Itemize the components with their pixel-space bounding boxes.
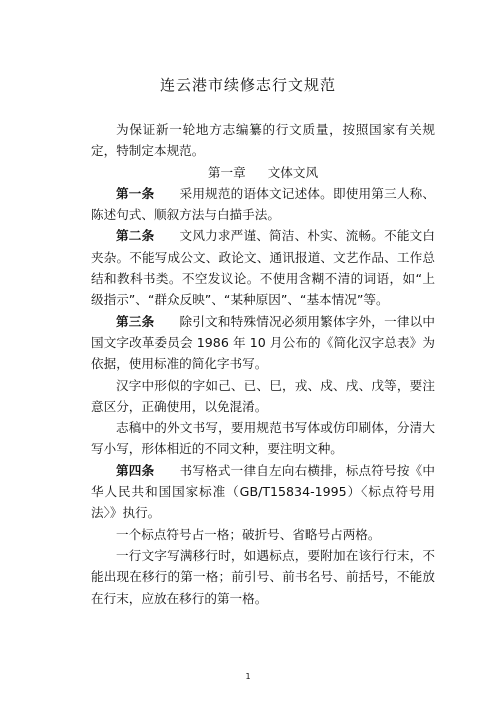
article-paragraph bbox=[91, 225, 435, 310]
body-paragraph: 志稿中的外文书写，要用规范书写体或仿印刷体，分清大写小写，形体相近的不同文种，要注明文种。 bbox=[91, 420, 435, 457]
article-paragraph bbox=[91, 311, 435, 375]
article-label: 第一条 bbox=[116, 185, 155, 201]
page-number: 1 bbox=[245, 672, 251, 681]
article-text: 采用规范的语体文记述体。即使用第三人称、陈述句式、顺叙方法与白描手法。 bbox=[91, 185, 436, 223]
chapter-heading bbox=[91, 162, 435, 183]
article-paragraph bbox=[91, 183, 435, 226]
article-label: 第三条 bbox=[116, 313, 155, 329]
document-title: 连云港市续修志行文规范 bbox=[159, 76, 336, 94]
article-text: 除引文和特殊情况必须用繁体字外，一律以中国文字改革委员会 1986 年 10 月公布的《简化汉字总表》为依据，使用标准的简化字书写。 bbox=[91, 313, 436, 372]
article-label: 第二条 bbox=[116, 228, 155, 244]
article-paragraph bbox=[91, 460, 435, 524]
body-paragraph: 汉字中形似的字如己、已、巳，戎、戍、戌、戊等，要注意区分，正确使用，以免混淆。 bbox=[91, 377, 435, 414]
article-label: 第四条 bbox=[116, 462, 155, 478]
chapter-name: 文体文风 bbox=[267, 164, 319, 180]
article-text: 文风力求严谨、简洁、朴实、流畅。不能文白夹杂。不能写成公文、政论文、通讯报道、文艺作品、工作总结和教科书类。不空发议论。不使用含糊不清的词语，如“上级指示”、“群众反映”、“某种原因”、“基本情况”等。 bbox=[91, 228, 436, 308]
chapter-number: 第一章 bbox=[207, 164, 246, 180]
intro-paragraph: 为保证新一轮地方志编纂的行文质量，按照国家有关规定，特制定本规范。 bbox=[91, 122, 435, 159]
document-body bbox=[91, 119, 435, 609]
article-text: 书写格式一律自左向右横排，标点符号按《中华人民共和国国家标准（GB/T15834-1995）〈标点符号用法〉》执行。 bbox=[91, 462, 436, 521]
body-paragraph: 一个标点符号占一格；破折号、省略号占两格。 bbox=[116, 526, 381, 542]
body-paragraph: 一行文字写满移行时，如遇标点，要附加在该行行末，不能出现在移行的第一格；前引号、前书名号、前括号，不能放在行末，应放在移行的第一格。 bbox=[91, 547, 435, 606]
